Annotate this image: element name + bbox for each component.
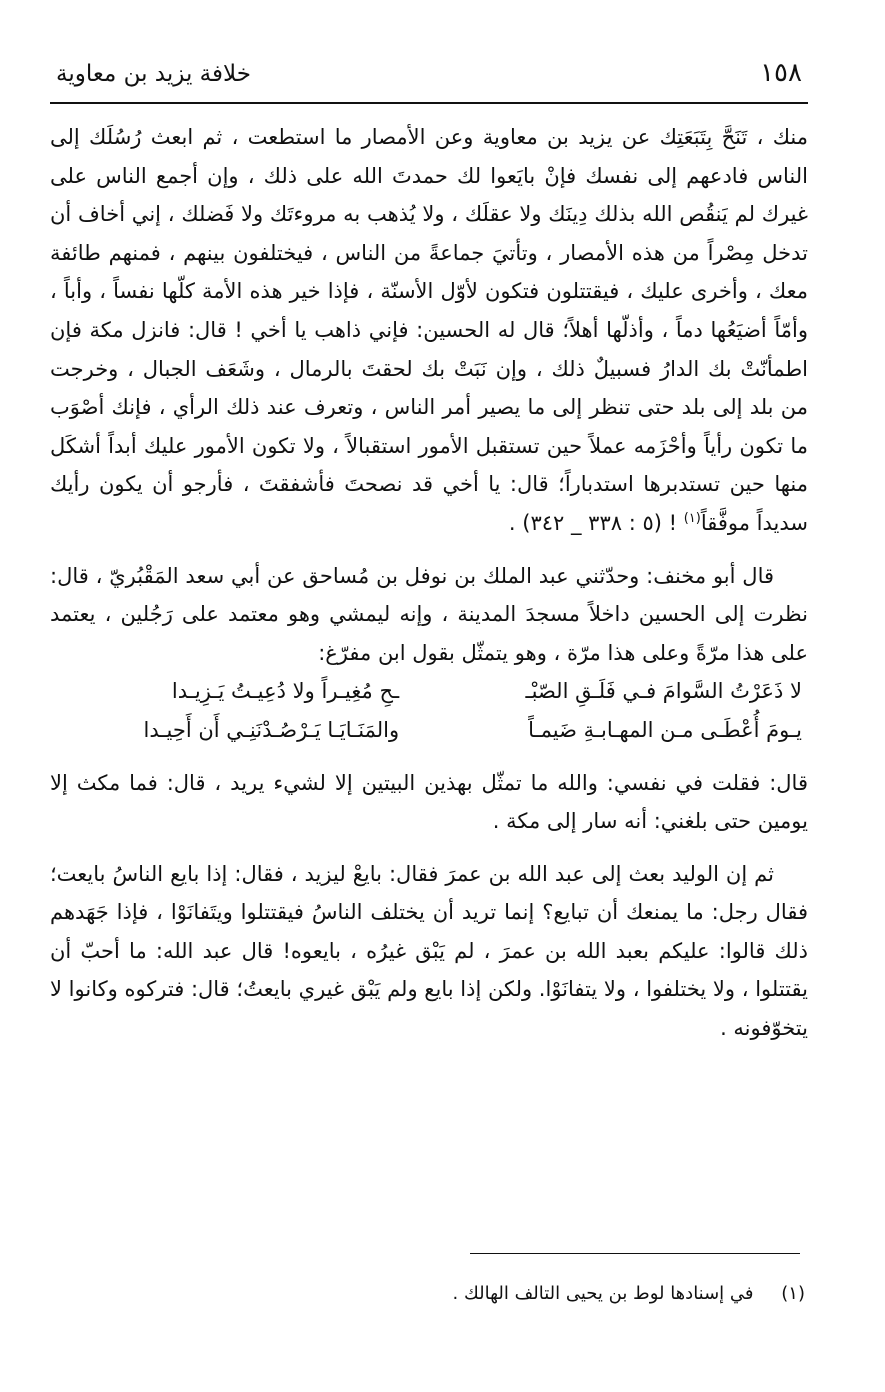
paragraph-3: قال: فقلت في نفسي: والله ما تمثّل بهذين البيتين إلا لشيء يريد ، قال: فما مكث إلا يومين حتى بلغني: أنه سار إلى مكة . (50, 770, 808, 834)
paragraph-gap (50, 841, 808, 855)
paragraph-gap (50, 750, 808, 764)
book-page (50, 58, 808, 1048)
verse-line-2 (50, 711, 808, 750)
running-title: خلافة يزيد بن معاوية (56, 61, 251, 87)
verse-2-first-hemistich: يـومَ أُعْطَـى مـن المهـابـةِ ضَيمـاً (528, 717, 802, 742)
paragraph-1-text: منك ، تَنَحَّ بِتَبَعَتِك عن يزيد بن معاوية وعن الأمصار ما استطعت ، ثم ابعث رُسُلَك إلى الناس فادعهم إلى نفسك فإنْ بايَعوا لك حمدتَ الله على ذلك ، وإن أجمع الناس على غيرك لم يَنقُص الله بذلك دِينَك ولا عقلَك ، ولا يُذهب به مروءتَك ولا فَضلك ، إني أخاف أن تدخل مِصْراً من هذه الأمصار ، وتأتيَ جماعةً من الناس ، فيختلفون بينهم ، فمنهم طائفة معك ، وأخرى عليك ، فيقتتلون فتكون لأوّل الأسنّة ، فإذا خير هذه الأمة كلّها نفساً ، وأباً ، وأمّاً أضيَعُها دماً ، وأذلّها أهلاً؛ قال له الحسين: فإني ذاهب يا أخي ! قال: فانزل مكة فإن اطمأنّتْ بك الدارُ فسبيلٌ ذلك ، وإن نَبَتْ بك لحقتَ بالرمال ، وشَعَف الجبال ، وخرجت من بلد إلى بلد حتى تنظر إلى ما يصير أمر الناس ، وتعرف عند ذلك الرأي ، فإنك أصْوَب ما تكون رأياً وأحْزَمه عملاً حين تستقبل الأمور استقبالاً ، ولا تكون الأمور عليك أبداً أشكَل منها حين تستدبرها استدباراً؛ قال: يا أخي قد نصحتَ فأشفقتَ ، فأرجو أن يكون رأيك سديداً موفَّقاً (50, 125, 808, 535)
paragraph-4: ثم إن الوليد بعث إلى عبد الله بن عمرَ فقال: بايعْ ليزيد ، فقال: إذا بايع الناسُ بايعت؛ فقال رجل: ما يمنعك أن تبايع؟ إنما تريد أن يختلف الناسُ فيقتتلوا ويتَفانَوْا ، فإذا جَهَدهم ذلك قالوا: عليكم بعبد الله بن عمرَ ، لم يَبْق غيرُه ، بايعوه! قال عبد الله: ما أحبّ أن يقتتلوا ، ولا يختلفوا ، ولا يتفانَوْا. ولكن إذا بايع ولم يَبْق غيري بايعتُ؛ قال: فتركوه وكانوا لا يتخوّفونه . (50, 861, 808, 1041)
paragraph-1-citation: ! (٥ : ٣٣٨ _ ٣٤٢) . (508, 510, 684, 535)
verse-1-first-hemistich: لا ذَعَرْتُ السَّوامَ فـي فَلَـقِ الصّبْـ (525, 679, 802, 704)
poem (50, 672, 808, 749)
footnote-mark: (١) (781, 1283, 805, 1304)
verse-line-1 (50, 672, 808, 711)
page-body (50, 118, 808, 1048)
footnote-separator (470, 1253, 800, 1254)
footnote-text: في إسنادها لوط بن يحيى التالف الهالك . (452, 1283, 754, 1304)
verse-2-second-hemistich: والمَنَـايَـا يَـرْصُـدْنَنِـي أَن أَحِيـدا (143, 717, 400, 742)
footnote (453, 1283, 806, 1304)
page-number: ١٥٨ (760, 58, 802, 88)
paragraph-2: قال أبو مخنف: وحدّثني عبد الملك بن نوفل بن مُساحق عن أبي سعد المَقْبُريّ ، قال: نظرت إلى الحسين داخلاً مسجدَ المدينة ، وإنه ليمشي وهو معتمد على رَجُلين ، يعتمد على هذا مرّةً وعلى هذا مرّة ، وهو يتمثّل بقول ابن مفرّغ: (50, 563, 808, 665)
paragraph-1 (50, 118, 808, 543)
footnote-reference: (١) (683, 510, 701, 526)
verse-1-second-hemistich: ـحِ مُغِيـراً ولا دُعِيـتُ يَـزِيـدا (171, 679, 400, 704)
paragraph-gap (50, 543, 808, 557)
page-header (50, 58, 808, 104)
